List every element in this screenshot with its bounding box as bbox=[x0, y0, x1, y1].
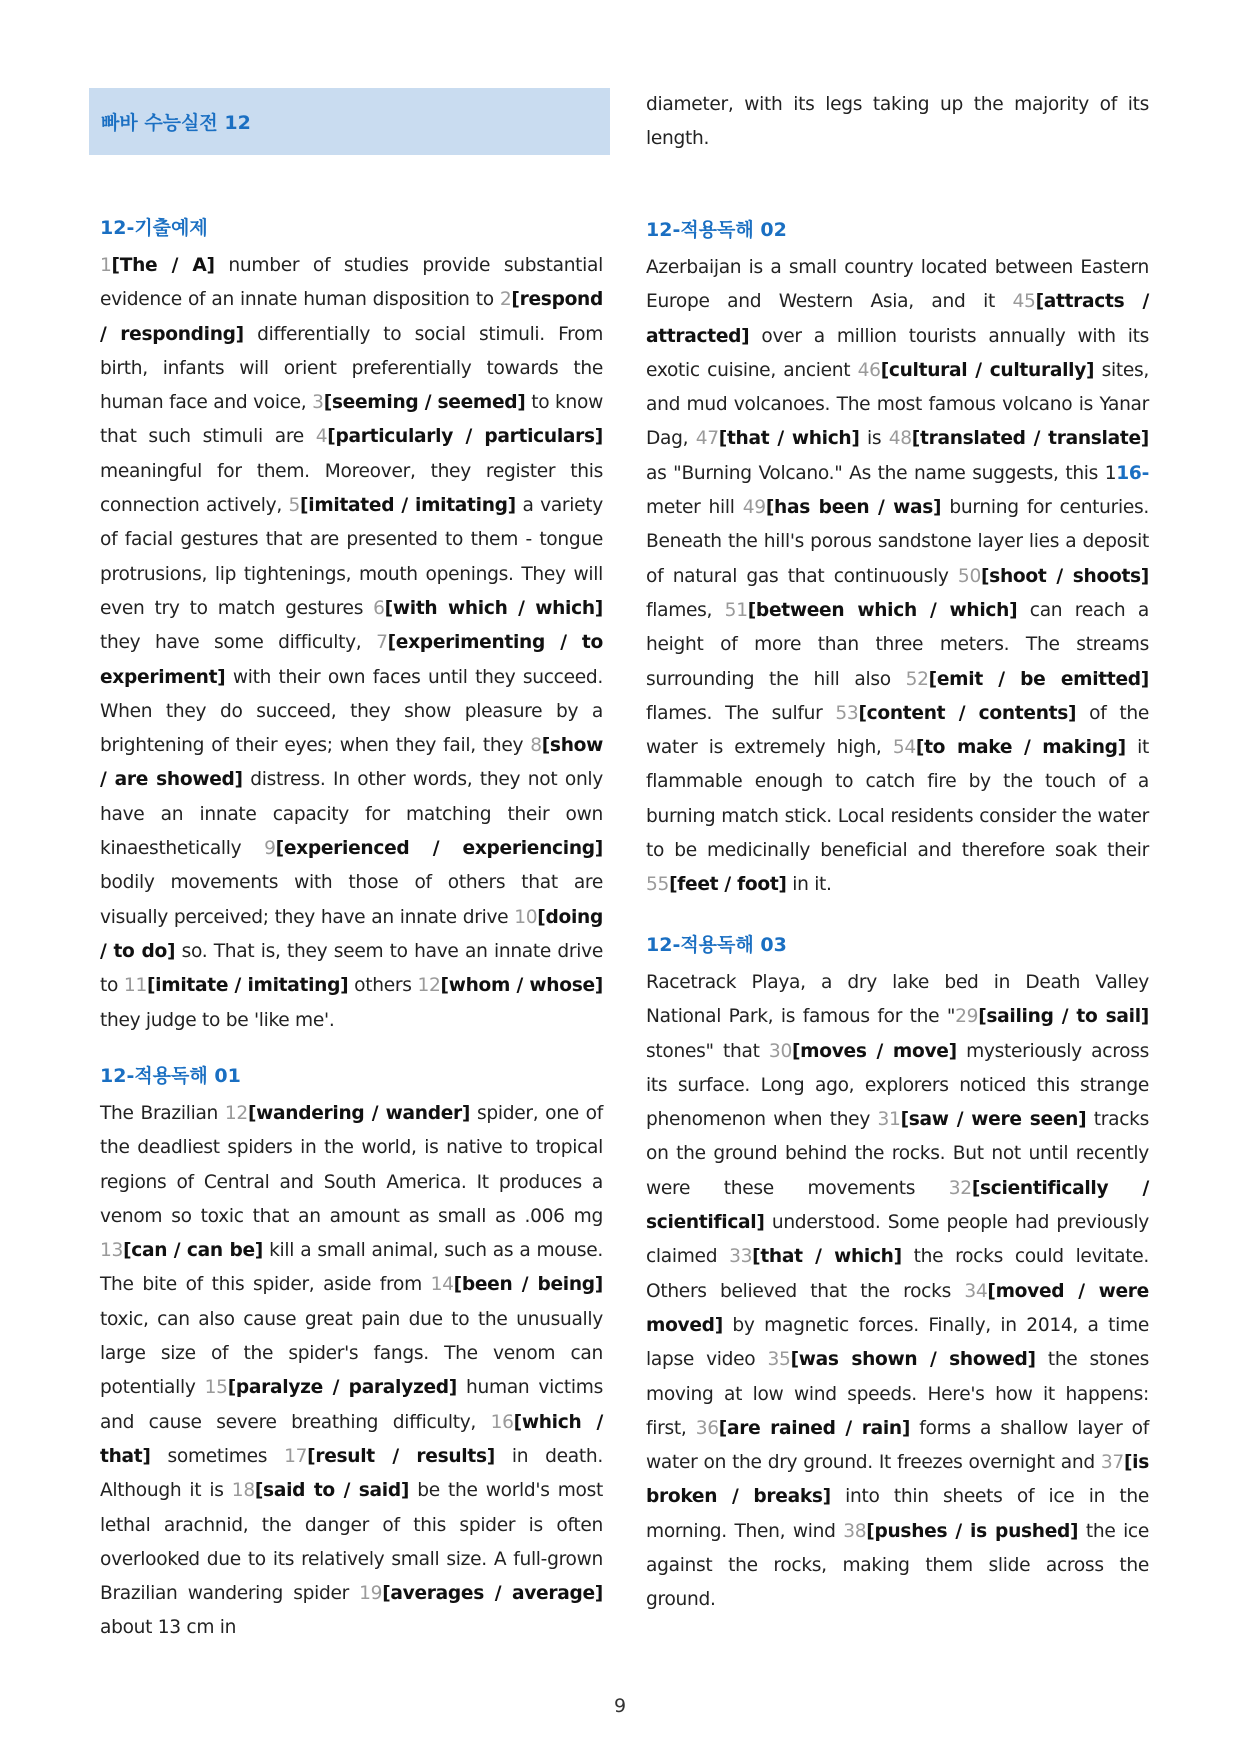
answer-choice: [with which / which] bbox=[384, 597, 603, 619]
section-jeokyong-03 bbox=[646, 932, 1149, 1618]
body-text: number of studies provide substantial evidence of an innate human disposition to bbox=[100, 255, 603, 311]
answer-choice: [result / results] bbox=[307, 1445, 495, 1467]
question-number: 46 bbox=[857, 359, 881, 381]
answer-choice: [averages / average] bbox=[382, 1583, 603, 1605]
answer-choice: [cultural / culturally] bbox=[880, 359, 1095, 381]
answer-choice: [sailing / to sail] bbox=[978, 1006, 1149, 1028]
question-number: 35 bbox=[767, 1349, 791, 1371]
answer-choice: [was shown / showed] bbox=[790, 1349, 1036, 1371]
answer-choice: [shoot / shoots] bbox=[980, 565, 1149, 587]
question-number: 7 bbox=[376, 632, 388, 654]
body-text: to know that such stimuli are bbox=[100, 392, 603, 448]
answer-choice: [experimenting / to experiment] bbox=[100, 632, 603, 688]
body-text: sometimes bbox=[150, 1445, 285, 1467]
body-text: the ice against the rocks, making them slide across the ground. bbox=[646, 1520, 1149, 1611]
question-number: 32 bbox=[948, 1177, 972, 1199]
section-title: 12-적용독해 03 bbox=[646, 934, 787, 956]
body-text: of the water is extremely high, bbox=[646, 702, 1149, 759]
body-text: The Brazilian bbox=[100, 1103, 225, 1124]
question-number: 13 bbox=[100, 1240, 124, 1262]
body-text: meaningful for them. Moreover, they register this connection actively, bbox=[100, 460, 603, 517]
question-number: 37 bbox=[1100, 1452, 1124, 1474]
body-text: about 13 cm in bbox=[100, 1617, 237, 1639]
section-gichul bbox=[100, 215, 603, 1038]
answer-choice: [moves / move] bbox=[791, 1040, 957, 1062]
body-text: in death. Although it is bbox=[100, 1445, 603, 1502]
question-number: 47 bbox=[695, 428, 719, 450]
question-number: 52 bbox=[905, 668, 929, 690]
body-text: human victims and cause severe breathing difficulty, bbox=[100, 1377, 603, 1433]
body-text: meter hill bbox=[646, 497, 743, 519]
body-text: be the world's most lethal arachnid, the danger of this spider is often overlooked due to its relatively small size. A full-grown Brazilian wandering spider bbox=[100, 1480, 603, 1605]
section-paragraph bbox=[100, 1097, 603, 1646]
question-number: 9 bbox=[264, 838, 276, 860]
question-number: 34 bbox=[964, 1280, 988, 1302]
answer-choice: [experienced / experiencing] bbox=[275, 838, 603, 860]
question-number: 33 bbox=[729, 1246, 753, 1268]
continuation-block bbox=[646, 88, 1149, 157]
answer-choice: [said to / said] bbox=[254, 1480, 410, 1502]
body-text: forms a shallow layer of water on the dry ground. It freezes overnight and bbox=[646, 1417, 1149, 1474]
body-text: is bbox=[859, 428, 889, 450]
answer-choice: [feet / foot] bbox=[669, 874, 787, 896]
question-number: 11 bbox=[123, 975, 147, 997]
answer-choice: [which / that] bbox=[100, 1411, 603, 1467]
answer-choice: [moved / were moved] bbox=[646, 1280, 1149, 1336]
answer-choice: [show / are showed] bbox=[100, 735, 603, 791]
section-title: 12-적용독해 02 bbox=[646, 219, 787, 241]
body-text: by magnetic forces. Finally, in 2014, a time lapse video bbox=[646, 1314, 1149, 1371]
section-title: 12-적용독해 01 bbox=[100, 1065, 241, 1087]
question-number: 54 bbox=[892, 737, 916, 759]
answer-choice: [wandering / wander] bbox=[247, 1103, 471, 1124]
highlight-text: 16- bbox=[1116, 462, 1149, 484]
question-number: 29 bbox=[955, 1006, 979, 1028]
question-number: 36 bbox=[695, 1417, 719, 1439]
body-text: as "Burning Volcano." As the name suggests, this 1 bbox=[646, 462, 1117, 484]
question-number: 48 bbox=[888, 428, 912, 450]
continuation-text: diameter, with its legs taking up the majority of its length. bbox=[646, 94, 1149, 150]
question-number: 18 bbox=[231, 1480, 255, 1502]
answer-choice: [particularly / particulars] bbox=[327, 426, 603, 448]
body-text: with their own faces until they succeed. When they do succeed, they show pleasure by a brightening of their eyes; when they fail, they bbox=[100, 666, 603, 757]
page-number: 9 bbox=[613, 1695, 627, 1717]
body-text: stones" that bbox=[646, 1040, 769, 1062]
body-text: sites, and mud volcanoes. The most famous volcano is Yanar Dag, bbox=[646, 359, 1149, 450]
question-number: 14 bbox=[430, 1274, 454, 1296]
question-number: 30 bbox=[768, 1040, 792, 1062]
body-text: it flammable enough to catch fire by the touch of a burning match stick. Local residents consider the water to be medicinally beneficial and therefore soak their bbox=[646, 737, 1150, 862]
question-number: 49 bbox=[742, 497, 766, 519]
question-number: 19 bbox=[359, 1583, 383, 1605]
answer-choice: [saw / were seen] bbox=[900, 1109, 1087, 1131]
answer-choice: [been / being] bbox=[453, 1274, 603, 1296]
body-text: bodily movements with those of others that are visually perceived; they have an innate drive bbox=[100, 872, 603, 928]
question-number: 4 bbox=[315, 426, 328, 448]
question-number: 1 bbox=[100, 255, 112, 276]
answer-choice: [doing / to do] bbox=[100, 906, 603, 962]
question-number: 45 bbox=[1012, 291, 1036, 313]
answer-choice: [is broken / breaks] bbox=[646, 1452, 1149, 1508]
question-number: 50 bbox=[957, 565, 981, 587]
answer-choice: [pushes / is pushed] bbox=[866, 1520, 1079, 1542]
question-number: 8 bbox=[530, 735, 542, 757]
body-text: flames, bbox=[646, 599, 725, 621]
answer-choice: [has been / was] bbox=[765, 497, 942, 519]
answer-choice: [The / A] bbox=[111, 255, 215, 276]
question-number: 6 bbox=[373, 597, 385, 619]
body-text: differentially to social stimuli. From birth, infants will orient preferentially towards the human face and voice, bbox=[100, 323, 604, 414]
body-text: over a million tourists annually with its exotic cuisine, ancient bbox=[646, 325, 1149, 381]
section-paragraph bbox=[646, 251, 1149, 903]
answer-choice: [respond / responding] bbox=[100, 289, 603, 345]
body-text: toxic, can also cause great pain due to the unusually large size of the spider's fangs. The venom can potentially bbox=[100, 1308, 603, 1399]
body-text: they judge to be 'like me'. bbox=[100, 1009, 335, 1031]
answer-choice: [content / contents] bbox=[858, 702, 1077, 724]
question-number: 31 bbox=[877, 1109, 901, 1131]
body-text: mysteriously across its surface. Long ago, explorers noticed this strange phenomenon when they bbox=[646, 1040, 1149, 1131]
answer-choice: [that / which] bbox=[752, 1246, 902, 1268]
body-text: into thin sheets of ice in the morning. Then, wind bbox=[646, 1486, 1149, 1542]
body-text: the stones moving at low wind speeds. Here's how it happens: first, bbox=[646, 1349, 1150, 1439]
section-title: 12-기출예제 bbox=[100, 217, 208, 239]
answer-choice: [seeming / seemed] bbox=[323, 392, 526, 414]
question-number: 17 bbox=[284, 1445, 308, 1467]
header-title: 빠바 수능실전 12 bbox=[101, 112, 251, 134]
body-text: the rocks could levitate. Others believed that the rocks bbox=[646, 1246, 1149, 1302]
body-text: Racetrack Playa, a dry lake bed in Death Valley National Park, is famous for the " bbox=[646, 972, 1149, 1028]
body-text: burning for centuries. Beneath the hill's porous sandstone layer lies a deposit of natural gas that continuously bbox=[646, 497, 1150, 587]
answer-choice: [whom / whose] bbox=[440, 975, 603, 997]
question-number: 12 bbox=[224, 1103, 248, 1124]
body-text: flames. The sulfur bbox=[646, 702, 836, 724]
answer-choice: [attracts / attracted] bbox=[646, 291, 1149, 347]
section-paragraph bbox=[100, 249, 603, 1038]
answer-choice: [are rained / rain] bbox=[718, 1417, 911, 1439]
question-number: 55 bbox=[646, 874, 670, 896]
body-text: a variety of facial gestures that are presented to them - tongue protrusions, lip tightenings, mouth openings. They will even try to match gestures bbox=[100, 495, 603, 619]
section-jeokyong-01 bbox=[100, 1063, 603, 1646]
header-banner bbox=[89, 88, 610, 155]
body-text: others bbox=[348, 975, 418, 997]
answer-choice: [scientifically / scientifical] bbox=[646, 1177, 1149, 1234]
answer-choice: [translated / translate] bbox=[911, 428, 1149, 450]
answer-choice: [paralyze / paralyzed] bbox=[227, 1377, 457, 1399]
body-text: they have some difficulty, bbox=[100, 632, 377, 654]
answer-choice: [can / can be] bbox=[123, 1240, 264, 1262]
question-number: 16 bbox=[490, 1411, 514, 1433]
answer-choice: [imitated / imitating] bbox=[300, 495, 516, 517]
question-number: 3 bbox=[312, 392, 324, 414]
question-number: 15 bbox=[204, 1377, 228, 1399]
question-number: 38 bbox=[843, 1520, 867, 1542]
section-jeokyong-02 bbox=[646, 217, 1149, 903]
question-number: 53 bbox=[835, 702, 859, 724]
body-text: so. That is, they seem to have an innate drive to bbox=[100, 940, 603, 997]
answer-choice: [to make / making] bbox=[915, 737, 1126, 759]
question-number: 51 bbox=[724, 599, 748, 621]
body-text: understood. Some people had previously claimed bbox=[646, 1212, 1149, 1268]
question-number: 12 bbox=[417, 975, 441, 997]
body-text: Azerbaijan is a small country located between Eastern Europe and Western Asia, and it bbox=[646, 257, 1149, 313]
answer-choice: [imitate / imitating] bbox=[146, 975, 349, 997]
body-text: kill a small animal, such as a mouse. The bite of this spider, aside from bbox=[100, 1240, 604, 1296]
question-number: 2 bbox=[499, 289, 512, 311]
body-text: distress. In other words, they not only have an innate capacity for matching their own kinaesthetically bbox=[100, 769, 604, 860]
answer-choice: [that / which] bbox=[718, 428, 860, 450]
answer-choice: [emit / be emitted] bbox=[928, 668, 1149, 690]
answer-choice: [between which / which] bbox=[747, 599, 1018, 621]
body-text: can reach a height of more than three meters. The streams surrounding the hill also bbox=[646, 599, 1149, 690]
question-number: 5 bbox=[288, 495, 301, 517]
body-text: in it. bbox=[786, 874, 832, 896]
body-text: spider, one of the deadliest spiders in the world, is native to tropical regions of Central and South America. It produces a venom so toxic that an amount as small as .006 mg bbox=[100, 1103, 603, 1227]
question-number: 10 bbox=[514, 906, 538, 928]
section-paragraph bbox=[646, 966, 1149, 1618]
body-text: tracks on the ground behind the rocks. But not until recently were these movements bbox=[646, 1109, 1149, 1199]
